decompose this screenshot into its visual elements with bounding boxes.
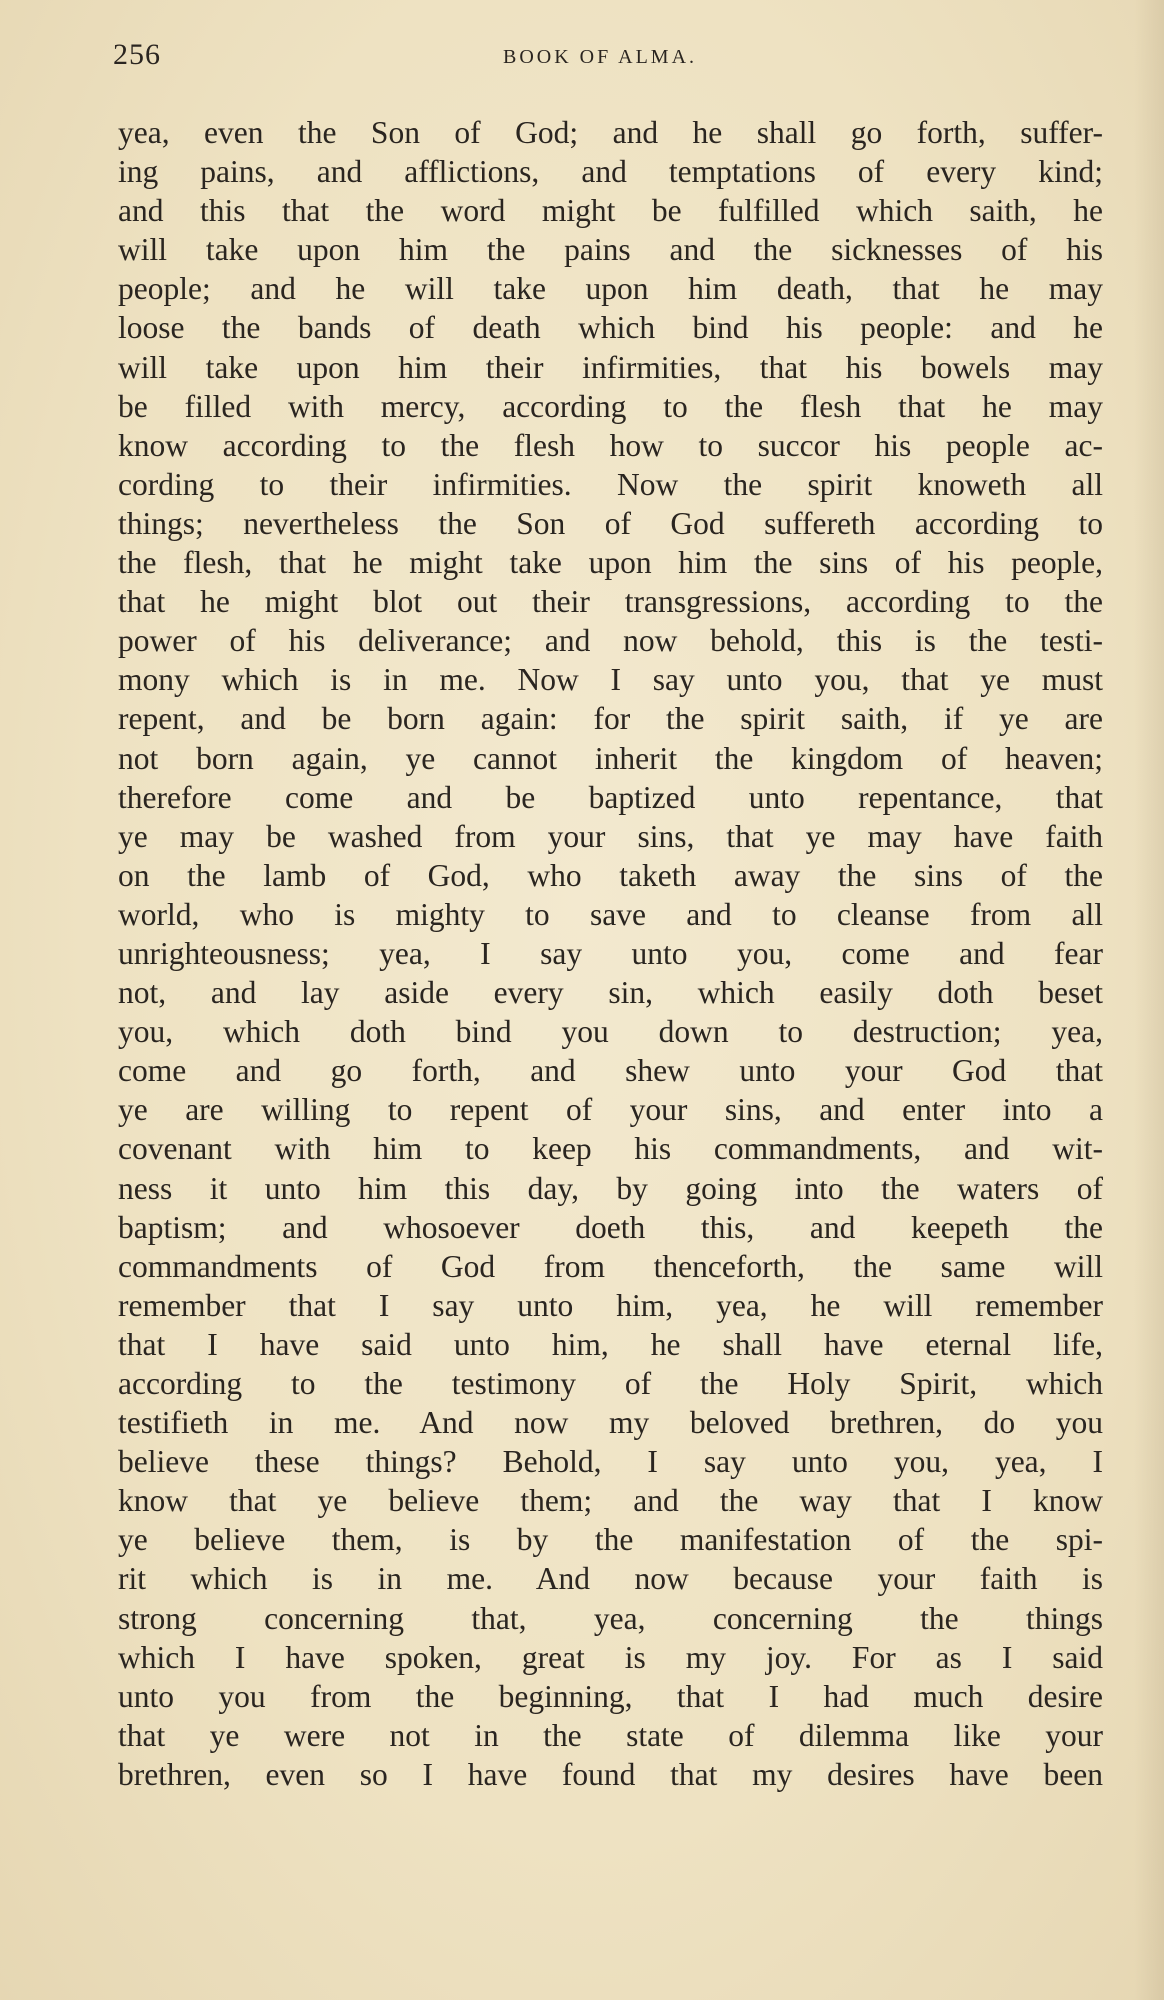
text-line: cording to their infirmities. Now the spirit knoweth all bbox=[118, 466, 1103, 502]
text-line: ing pains, and afflictions, and temptations of every kind; bbox=[118, 154, 1103, 190]
text-line: things; nevertheless the Son of God suffereth according to bbox=[118, 505, 1103, 541]
text-line: strong concerning that, yea, concerning the things bbox=[118, 1600, 1103, 1636]
text-line: unrighteousness; yea, I say unto you, come and fear bbox=[118, 935, 1103, 971]
running-head: BOOK OF ALMA. bbox=[503, 46, 698, 68]
text-line: and this that the word might be fulfilled which saith, he bbox=[118, 193, 1103, 229]
text-line: you, which doth bind you down to destruction; yea, bbox=[118, 1014, 1103, 1050]
page-edge-shadow bbox=[1134, 0, 1164, 2000]
text-line: according to the testimony of the Holy Spirit, which bbox=[118, 1366, 1103, 1401]
text-line: that he might blot out their transgressions, according to the bbox=[118, 584, 1103, 620]
body-text bbox=[118, 113, 1103, 1794]
text-line: will take upon him the pains and the sicknesses of his bbox=[118, 232, 1103, 268]
text-line: ye may be washed from your sins, that ye may have faith bbox=[118, 818, 1103, 854]
text-line: will take upon him their infirmities, that his bowels may bbox=[118, 349, 1103, 385]
text-line: loose the bands of death which bind his people: and he bbox=[118, 310, 1103, 346]
text-line: that I have said unto him, he shall have eternal life, bbox=[118, 1326, 1103, 1362]
text-line: covenant with him to keep his commandments, and wit- bbox=[118, 1131, 1103, 1167]
text-line: know according to the flesh how to succor his people ac- bbox=[118, 427, 1103, 463]
text-line: unto you from the beginning, that I had much desire bbox=[118, 1678, 1103, 1714]
text-line: power of his deliverance; and now behold, this is the testi- bbox=[118, 623, 1103, 659]
text-line: yea, even the Son of God; and he shall go forth, suffer- bbox=[118, 115, 1103, 150]
page-number: 256 bbox=[113, 38, 161, 71]
text-line: believe these things? Behold, I say unto you, yea, I bbox=[118, 1444, 1103, 1480]
text-line: commandments of God from thenceforth, the same will bbox=[118, 1248, 1103, 1284]
text-line: mony which is in me. Now I say unto you, that ye must bbox=[118, 662, 1103, 698]
text-line: that ye were not in the state of dilemma like your bbox=[118, 1717, 1103, 1753]
text-line: know that ye believe them; and the way that I know bbox=[118, 1483, 1103, 1519]
text-line: baptism; and whosoever doeth this, and keepeth the bbox=[118, 1209, 1103, 1245]
text-line: on the lamb of God, who taketh away the sins of the bbox=[118, 857, 1103, 893]
text-line: which I have spoken, great is my joy. For as I said bbox=[118, 1639, 1103, 1675]
text-line: come and go forth, and shew unto your God that bbox=[118, 1053, 1103, 1089]
text-line: ye are willing to repent of your sins, and enter into a bbox=[118, 1092, 1103, 1128]
page-header bbox=[113, 36, 1103, 82]
text-line: people; and he will take upon him death, that he may bbox=[118, 271, 1103, 307]
text-line: rit which is in me. And now because your faith is bbox=[118, 1561, 1103, 1597]
text-line: remember that I say unto him, yea, he will remember bbox=[118, 1287, 1103, 1323]
text-line: not born again, ye cannot inherit the kingdom of heaven; bbox=[118, 740, 1103, 776]
text-line: world, who is mighty to save and to cleanse from all bbox=[118, 896, 1103, 932]
text-line: repent, and be born again: for the spirit saith, if ye are bbox=[118, 701, 1103, 737]
text-line: ye believe them, is by the manifestation of the spi- bbox=[118, 1522, 1103, 1558]
text-line: the flesh, that he might take upon him the sins of his people, bbox=[118, 545, 1103, 581]
text-line: ness it unto him this day, by going into the waters of bbox=[118, 1170, 1103, 1206]
text-line: testifieth in me. And now my beloved brethren, do you bbox=[118, 1405, 1103, 1441]
text-line: not, and lay aside every sin, which easily doth beset bbox=[118, 975, 1103, 1011]
text-line: be filled with mercy, according to the flesh that he may bbox=[118, 388, 1103, 424]
text-line: brethren, even so I have found that my desires have been bbox=[118, 1756, 1103, 1792]
text-line: therefore come and be baptized unto repentance, that bbox=[118, 779, 1103, 815]
